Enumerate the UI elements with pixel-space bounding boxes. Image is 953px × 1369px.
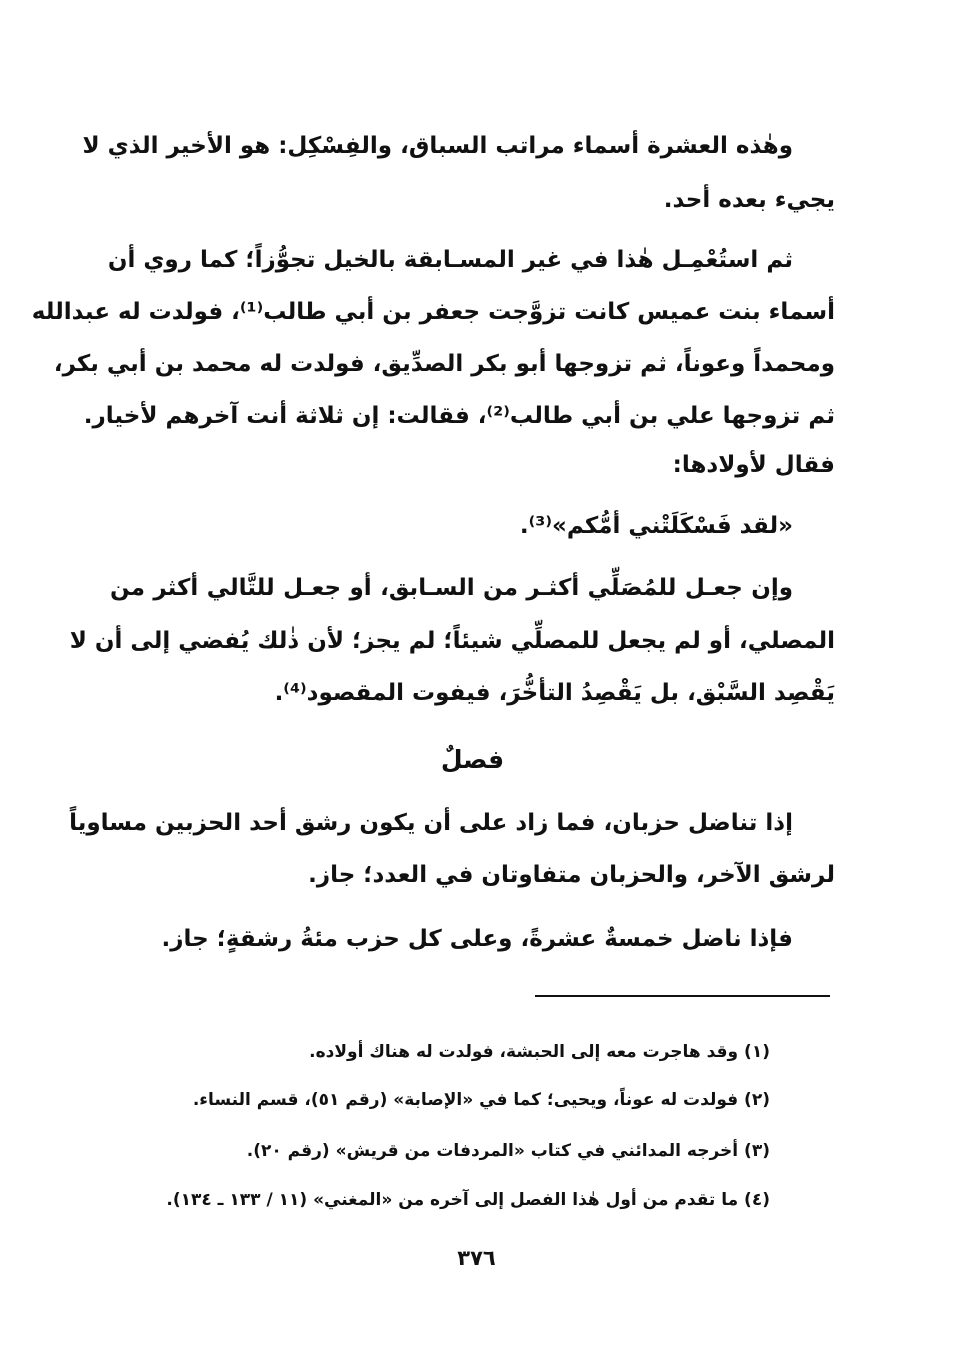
paragraph-4-line-2: لرشق الآخر، والحزبان متفاوتان في العدد؛ جاز. bbox=[308, 862, 835, 888]
paragraph-2-line-1: ثم استُعْمِـل هٰذا في غير المسـابقة بالخيل تجوُّزاً؛ كما روي أن bbox=[107, 247, 793, 273]
footnote-4: (٤) ما تقدم من أول هٰذا الفصل إلى آخره من «المغني» (١١ / ١٣٣ ـ ١٣٤). bbox=[166, 1190, 770, 1210]
page-number: ٣٧٦ bbox=[457, 1246, 496, 1270]
paragraph-5-line-1: فإذا ناضل خمسةٌ عشرةً، وعلى كل حزب مئةُ رشقةٍ؛ جاز. bbox=[161, 926, 793, 952]
paragraph-2-line-3: ومحمداً وعوناً، ثم تزوجها أبو بكر الصدِّيق، فولدت له محمد بن أبي بكر، bbox=[53, 351, 835, 377]
paragraph-1-line-1: وهٰذه العشرة أسماء مراتب السباق، والفِسْكِل: هو الأخير الذي لا bbox=[82, 133, 793, 159]
paragraph-3-line-1: وإن جعـل للمُصَلِّي أكثـر من السـابق، أو جعـل للتَّالي أكثر من bbox=[110, 575, 793, 601]
paragraph-2-line-4: ثم تزوجها علي بن أبي طالب⁽²⁾، فقالت: إن ثلاثة أنت آخرهم لأخيار. bbox=[83, 403, 835, 429]
footnote-1: (١) وقد هاجرت معه إلى الحبشة، فولدت له هناك أولاده. bbox=[309, 1042, 770, 1062]
paragraph-1-line-2: يجيء بعده أحد. bbox=[663, 187, 835, 213]
quote-line: «لقد فَسْكَلَتْني أمُّكم»⁽³⁾. bbox=[519, 513, 793, 539]
paragraph-3-line-3: يَقْصِد السَّبْق، بل يَقْصِدُ التأخُّرَ، فيفوت المقصود⁽⁴⁾. bbox=[274, 680, 835, 706]
footnote-3: (٣) أخرجه المدائني في كتاب «المردفات من قريش» (رقم ٢٠). bbox=[246, 1141, 770, 1161]
footnote-2: (٢) فولدت له عوناً، ويحيى؛ كما في «الإصابة» (رقم ٥١)، قسم النساء. bbox=[192, 1090, 770, 1110]
footnote-separator bbox=[535, 995, 830, 997]
paragraph-4-line-1: إذا تناضل حزبان، فما زاد على أن يكون رشق أحد الحزبين مساوياً bbox=[69, 810, 793, 836]
paragraph-3-line-2: المصلي، أو لم يجعل للمصلِّي شيئاً؛ لم يجز؛ لأن ذٰلك يُفضي إلى أن لا bbox=[69, 628, 835, 654]
paragraph-2-line-2: أسماء بنت عميس كانت تزوَّجت جعفر بن أبي طالب⁽¹⁾، فولدت له عبدالله bbox=[31, 299, 835, 325]
paragraph-2-line-5: فقال لأولادها: bbox=[672, 452, 835, 478]
section-heading: فصلٌ bbox=[440, 745, 505, 774]
